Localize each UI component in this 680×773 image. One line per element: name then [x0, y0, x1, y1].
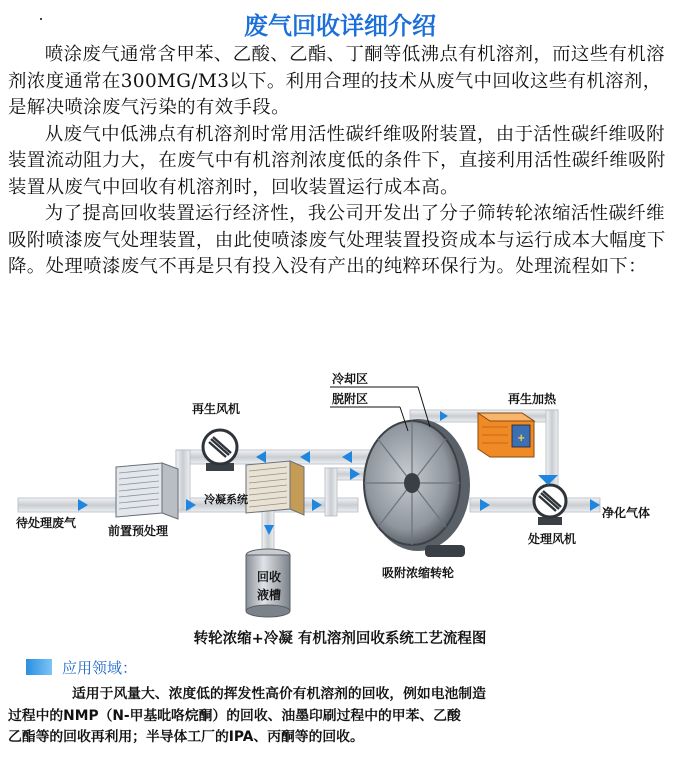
regen-heating-label: 再生加热 — [508, 392, 557, 406]
tank-label-1: 回收 — [257, 570, 282, 584]
application-heading: 应用领域： — [62, 658, 138, 677]
adsorption-rotor — [364, 419, 470, 557]
cooling-zone-label: 冷却区 — [332, 372, 369, 386]
svg-text:+: + — [517, 433, 526, 444]
intro-paragraph-2: 从废气中低沸点有机溶剂时常用活性碳纤维吸附装置，由于活性碳纤维吸附装置流动阻力大，在废气中有机溶剂浓度低的条件下，直接利用活性碳纤维吸附装置从废气中回收有机溶剂时，回收装置运行成本高。 — [8, 123, 666, 198]
pre-treatment-label: 前置预处理 — [108, 524, 169, 538]
diagram-caption: 转轮浓缩+冷凝 有机溶剂回收系统工艺流程图 — [193, 631, 487, 647]
clean-gas-label: 净化气体 — [602, 506, 651, 520]
intro-paragraph-3: 为了提高回收装置运行经济性，我公司开发出了分子筛转轮浓缩活性碳纤维吸附喷漆废气处理装置，由此使喷漆废气处理装置投资成本与运行成本大幅度下降。处理喷漆废气不再是只有投入没有产出的纯粹环保行为。处理流程如下： — [8, 203, 666, 277]
regen-fan — [203, 430, 237, 471]
intro-text — [8, 42, 674, 281]
process-fan-label: 处理风机 — [528, 532, 577, 546]
condensing-unit — [246, 461, 304, 515]
process-fan — [534, 485, 566, 525]
application-line-3: 乙酯等的回收再利用；半导体工厂的IPA、丙酮等的回收。 — [8, 729, 364, 745]
pre-treatment-unit — [116, 463, 178, 519]
process-flow-diagram — [0, 365, 680, 645]
rotor-label: 吸附浓缩转轮 — [382, 566, 455, 580]
tank-label-2: 液槽 — [257, 588, 282, 602]
section-bar-icon — [26, 659, 52, 675]
application-text — [8, 684, 672, 749]
regen-mid-riser — [325, 468, 337, 516]
regen-heater — [478, 413, 534, 457]
application-line-1: 适用于风量大、浓度低的挥发性高价有机溶剂的回收，例如电池制造 — [72, 686, 486, 702]
adsorption-zone-label: 脱附区 — [332, 392, 369, 406]
page-title: 废气回收详细介绍 — [244, 12, 436, 40]
condensing-system-label: 冷凝系统 — [204, 493, 248, 506]
recovery-tank — [246, 549, 290, 617]
regen-fan-label: 再生风机 — [192, 402, 241, 416]
application-header — [26, 656, 137, 678]
intro-paragraph-1: 喷涂废气通常含甲苯、乙酸、乙酯、丁酮等低沸点有机溶剂，而这些有机溶剂浓度通常在300MG/M3以下。利用合理的技术从废气中回收这些有机溶剂，是解决喷涂废气污染的有效手段。 — [8, 44, 665, 118]
waste-gas-label: 待处理废气 — [16, 516, 77, 530]
application-line-2: 过程中的NMP（N-甲基吡咯烷酮）的回收、油墨印刷过程中的甲苯、乙酸 — [8, 707, 461, 724]
